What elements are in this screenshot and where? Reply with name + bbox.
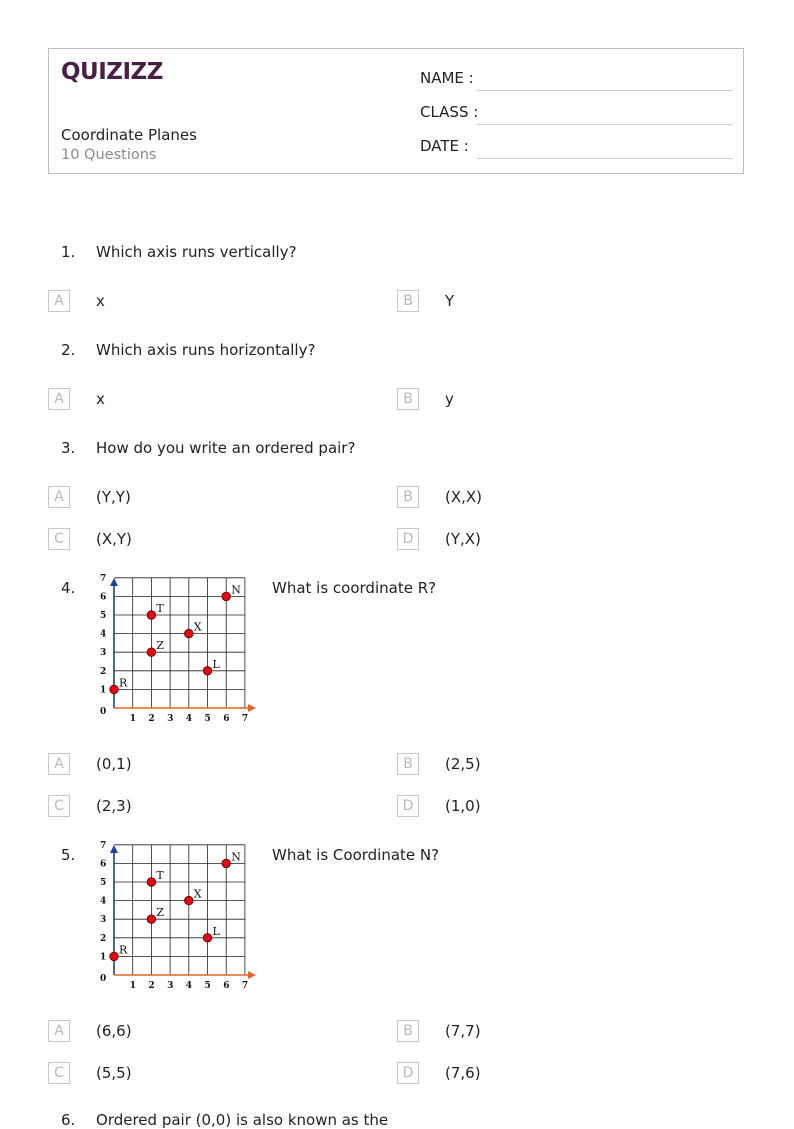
point-label: N xyxy=(231,850,241,864)
option-text: (1,0) xyxy=(445,797,481,815)
x-tick-label: 7 xyxy=(241,714,249,724)
point-n xyxy=(222,592,231,601)
class-line[interactable] xyxy=(477,124,733,125)
option-text: (Y,Y) xyxy=(96,488,131,506)
point-z xyxy=(147,648,156,657)
x-tick-label: 5 xyxy=(204,981,211,991)
question-text: Ordered pair (0,0) is also known as the xyxy=(96,1111,389,1129)
y-axis-arrow xyxy=(110,578,118,586)
x-axis-arrow xyxy=(248,971,256,979)
point-label: Z xyxy=(156,639,165,653)
coordinate-grid-chart xyxy=(90,841,260,993)
question-number: 6. xyxy=(61,1111,76,1129)
x-tick-label: 7 xyxy=(241,981,249,991)
point-label: R xyxy=(119,676,128,690)
option-letter-box[interactable]: D xyxy=(397,1062,419,1084)
point-x xyxy=(185,629,194,638)
y-tick-label: 2 xyxy=(100,666,107,677)
point-label: X xyxy=(193,620,202,634)
x-tick-label: 4 xyxy=(185,981,193,991)
question-number: 5. xyxy=(61,846,76,864)
y-tick-label: 1 xyxy=(100,685,107,696)
x-tick-label: 0 xyxy=(100,974,107,984)
option-letter-box[interactable]: B xyxy=(397,486,419,508)
question-text: What is coordinate R? xyxy=(272,579,437,597)
option-text: (6,6) xyxy=(96,1022,132,1040)
point-label: T xyxy=(156,602,164,615)
option-letter-box[interactable]: A xyxy=(48,388,70,410)
y-tick-label: 6 xyxy=(100,592,107,603)
y-tick-label: 6 xyxy=(100,859,107,870)
x-tick-label: 1 xyxy=(129,714,136,724)
point-label: N xyxy=(231,583,241,597)
coordinate-grid-chart xyxy=(90,574,260,726)
option-letter-box[interactable]: A xyxy=(48,753,70,775)
option-letter-box[interactable]: C xyxy=(48,1062,70,1084)
option-text: x xyxy=(96,292,105,310)
option-text: (2,3) xyxy=(96,797,132,815)
point-label: R xyxy=(119,943,128,957)
x-tick-label: 2 xyxy=(148,714,155,724)
option-letter-box[interactable]: B xyxy=(397,753,419,775)
date-line[interactable] xyxy=(477,158,733,159)
option-letter-box[interactable]: A xyxy=(48,290,70,312)
y-tick-label: 3 xyxy=(100,915,107,926)
point-label: X xyxy=(193,887,202,901)
question-number: 1. xyxy=(61,243,76,261)
x-tick-label: 0 xyxy=(100,707,107,717)
option-text: (2,5) xyxy=(445,755,481,773)
question-text: How do you write an ordered pair? xyxy=(96,439,356,457)
option-text: y xyxy=(445,390,454,408)
y-axis-arrow xyxy=(110,845,118,853)
point-label: Z xyxy=(156,906,165,920)
question-number: 3. xyxy=(61,439,76,457)
option-letter-box[interactable]: C xyxy=(48,528,70,550)
option-text: (5,5) xyxy=(96,1064,132,1082)
option-text: Y xyxy=(445,292,455,310)
y-tick-label: 5 xyxy=(100,611,107,621)
x-tick-label: 4 xyxy=(185,714,193,724)
option-letter-box[interactable]: B xyxy=(397,1020,419,1042)
worksheet-title: Coordinate Planes xyxy=(61,126,197,144)
worksheet-header xyxy=(48,48,744,174)
point-t xyxy=(147,878,156,887)
option-letter-box[interactable]: B xyxy=(397,388,419,410)
x-tick-label: 3 xyxy=(167,714,174,724)
point-label: T xyxy=(156,869,164,882)
x-tick-label: 5 xyxy=(204,714,211,724)
option-letter-box[interactable]: D xyxy=(397,795,419,817)
option-letter-box[interactable]: C xyxy=(48,795,70,817)
x-tick-label: 6 xyxy=(223,981,230,991)
point-l xyxy=(203,667,212,676)
y-tick-label: 4 xyxy=(100,629,107,640)
option-text: (7,7) xyxy=(445,1022,481,1040)
option-text: (Y,X) xyxy=(445,530,481,548)
point-r xyxy=(110,952,119,961)
option-letter-box[interactable]: D xyxy=(397,528,419,550)
y-tick-label: 5 xyxy=(100,878,107,888)
point-z xyxy=(147,915,156,924)
date-label: DATE : xyxy=(420,137,469,155)
y-tick-label: 3 xyxy=(100,648,107,659)
y-tick-label: 4 xyxy=(100,896,107,907)
option-letter-box[interactable]: A xyxy=(48,1020,70,1042)
point-l xyxy=(203,934,212,943)
x-tick-label: 6 xyxy=(223,714,230,724)
option-text: (0,1) xyxy=(96,755,132,773)
question-number: 4. xyxy=(61,579,76,597)
y-tick-label: 2 xyxy=(100,933,107,944)
question-text: What is Coordinate N? xyxy=(272,846,440,864)
question-count: 10 Questions xyxy=(61,147,157,163)
y-tick-label: 7 xyxy=(100,574,107,584)
x-tick-label: 3 xyxy=(167,981,174,991)
x-tick-label: 2 xyxy=(148,981,155,991)
x-tick-label: 1 xyxy=(129,981,136,991)
question-text: Which axis runs vertically? xyxy=(96,243,297,261)
class-label: CLASS : xyxy=(420,103,479,121)
option-letter-box[interactable]: A xyxy=(48,486,70,508)
point-x xyxy=(185,896,194,905)
option-text: (X,X) xyxy=(445,488,483,506)
option-letter-box[interactable]: B xyxy=(397,290,419,312)
y-tick-label: 1 xyxy=(100,952,107,963)
point-label: L xyxy=(212,924,220,938)
option-text: (7,6) xyxy=(445,1064,481,1082)
question-number: 2. xyxy=(61,341,76,359)
point-label: L xyxy=(212,657,220,671)
name-label: NAME : xyxy=(420,69,474,87)
option-text: x xyxy=(96,390,105,408)
question-text: Which axis runs horizontally? xyxy=(96,341,316,359)
y-tick-label: 7 xyxy=(100,841,107,851)
point-r xyxy=(110,685,119,694)
point-t xyxy=(147,611,156,620)
point-n xyxy=(222,859,231,868)
name-line[interactable] xyxy=(477,90,733,91)
x-axis-arrow xyxy=(248,704,256,712)
option-text: (X,Y) xyxy=(96,530,132,548)
quizizz-logo: QUIZIZZ xyxy=(61,59,163,85)
